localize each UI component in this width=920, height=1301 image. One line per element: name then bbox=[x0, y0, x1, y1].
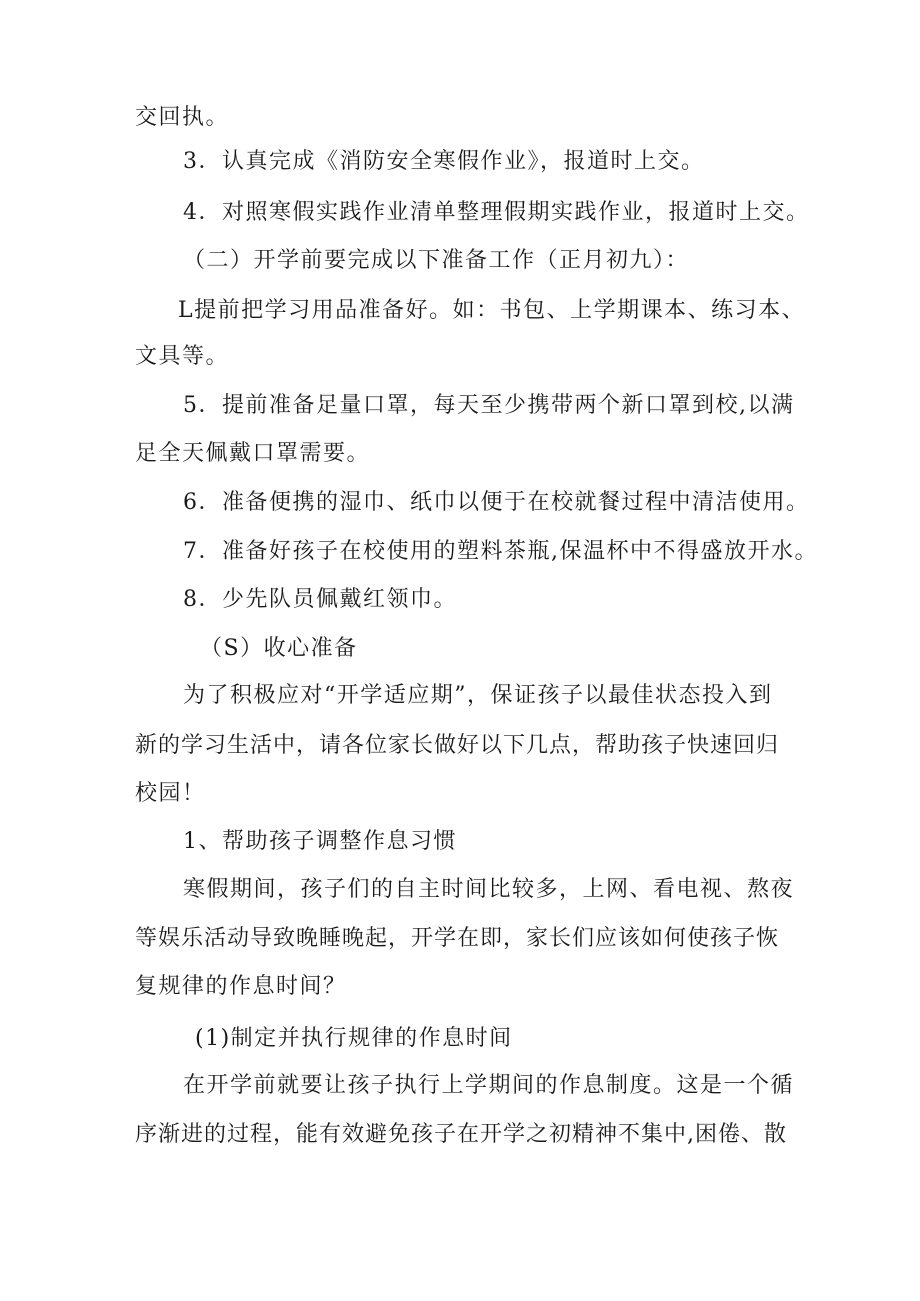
text-line-6: 文具等。 bbox=[135, 344, 230, 369]
section-heading: （S）收心准备 bbox=[200, 636, 358, 661]
text-line-9: 6．准备便携的湿巾、纸巾以便于在校就餐过程中清洁使用。 bbox=[183, 490, 810, 515]
text-line-17: 寒假期间，孩子们的自主时间比较多，上网、看电视、熬夜 bbox=[183, 877, 795, 902]
text-line-3: 4．对照寒假实践作业清单整理假期实践作业，报道时上交。 bbox=[183, 200, 810, 225]
text-line-22: 序渐进的过程，能有效避免孩子在开学之初精神不集中,困倦、散 bbox=[135, 1122, 787, 1147]
sub-item-heading: (1)制定并执行规律的作息时间 bbox=[195, 1026, 513, 1051]
text-line-5: L提前把学习用品准备好。如：书包、上学期课本、练习本、 bbox=[178, 298, 806, 323]
text-line-10: 7．准备好孩子在校使用的塑料茶瓶,保温杯中不得盛放开水。 bbox=[183, 539, 818, 564]
text-line-8: 足全天佩戴口罩需要。 bbox=[135, 441, 371, 466]
text-line-13: 为了积极应对“开学适应期”，保证孩子以最佳状态投入到 bbox=[183, 683, 773, 708]
text-line-19: 复规律的作息时间？ bbox=[135, 974, 347, 999]
text-line-11: 8．少先队员佩戴红领巾。 bbox=[183, 587, 457, 612]
text-line-2: 3．认真完成《消防安全寒假作业》，报道时上交。 bbox=[183, 149, 705, 174]
text-line-7: 5．提前准备足量口罩，每天至少携带两个新口罩到校,以满 bbox=[183, 393, 795, 418]
text-line-14: 新的学习生活中，请各位家长做好以下几点，帮助孩子快速回归 bbox=[135, 733, 780, 758]
text-line-21: 在开学前就要让孩子执行上学期间的作息制度。这是一个循 bbox=[183, 1073, 795, 1098]
text-line-18: 等娱乐活动导致晚睡晚起，开学在即，家长们应该如何使孩子恢 bbox=[135, 926, 780, 951]
text-line-1: 交回执。 bbox=[135, 105, 230, 130]
subsection-heading: 1、帮助孩子调整作息习惯 bbox=[183, 829, 457, 854]
text-line-4: （二）开学前要完成以下准备工作（正月初九）： bbox=[183, 248, 690, 273]
text-line-15: 校园！ bbox=[135, 781, 206, 806]
